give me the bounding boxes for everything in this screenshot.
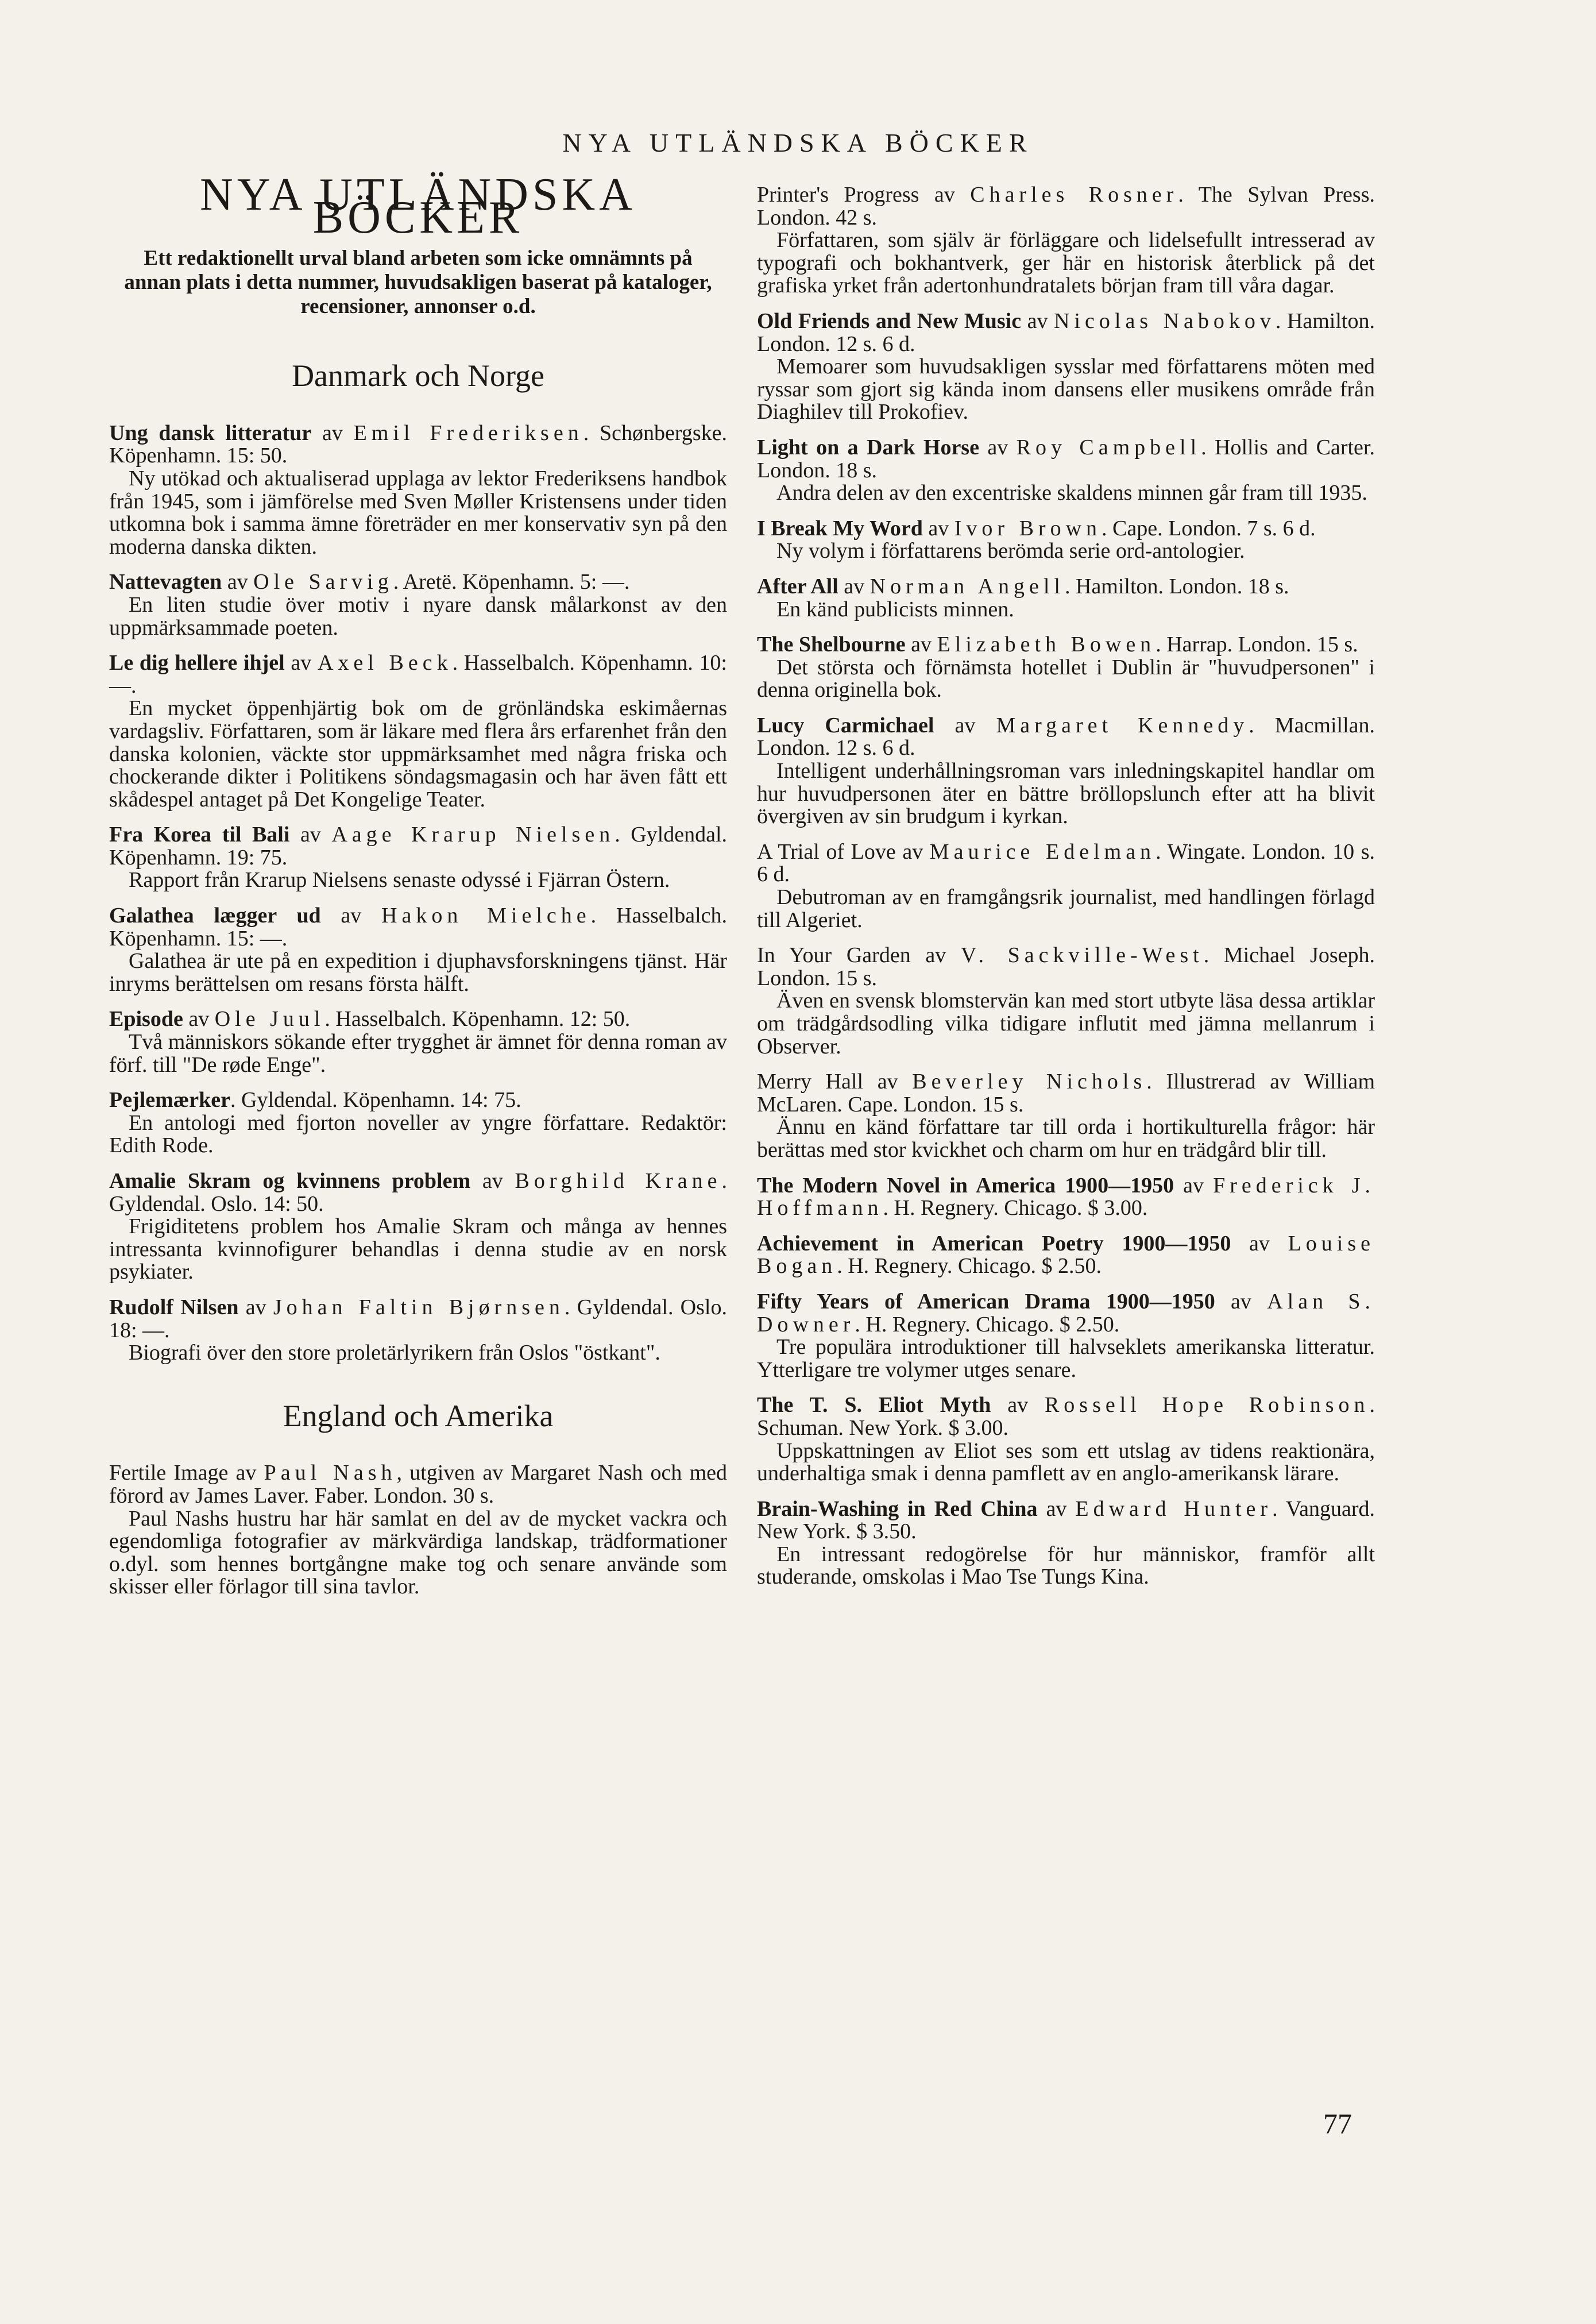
page-number: 77 [1323, 2107, 1352, 2140]
book-entry [109, 422, 727, 559]
book-entry [757, 576, 1375, 621]
section-heading-danmark-norge: Danmark och Norge [292, 358, 544, 393]
book-entry [109, 1462, 727, 1599]
book-title: Printer's Progress [757, 183, 919, 207]
book-publication: . Illustrerad av William McLaren. Cape. London. 15 s. [757, 1070, 1375, 1117]
book-entry [109, 571, 727, 639]
book-publication: . Gyldendal. Köpenhamn. 19: 75. [109, 823, 727, 870]
by-word: av [1021, 308, 1054, 333]
by-word: av [838, 574, 870, 599]
book-title: Fra Korea til Bali [109, 823, 290, 847]
by-word: av [910, 943, 961, 968]
book-publication: . Gyldendal. Oslo. 18: —. [109, 1295, 727, 1342]
book-entry [757, 1498, 1375, 1589]
book-title: Brain-Washing in Red China [757, 1496, 1038, 1521]
editorial-intro: Ett redaktionellt urval bland arbeten som icke omnämnts på annan plats i detta nummer, huvudsakligen baserat på kataloger, recensioner, annonser o.d. [124, 246, 712, 319]
book-title: Nattevagten [109, 570, 222, 594]
book-description: Ny volym i författarens berömda serie ord-antologier. [776, 539, 1245, 563]
right-column [757, 184, 1375, 1601]
book-author: Elizabeth Bowen [937, 632, 1156, 657]
by-word: av [1037, 1496, 1076, 1521]
book-author: Ole Sarvig [253, 570, 393, 594]
by-word: av [979, 435, 1017, 460]
book-author: Norman Angell [870, 574, 1065, 599]
book-entry [757, 1233, 1375, 1278]
book-publication: . Hollis and Carter. London. 18 s. [757, 435, 1375, 482]
book-author: Axel Beck [317, 651, 453, 675]
book-title: After All [757, 574, 838, 599]
by-word: av [922, 516, 954, 541]
book-entry [109, 1008, 727, 1076]
by-word: av [1215, 1289, 1267, 1314]
book-publication: . Hamilton. London. 12 s. 6 d. [757, 308, 1375, 356]
book-description: Författaren, som själv är förläggare och lidelsefullt intresserad av typografi och bokhantverk, ger här en historisk återblick på det grafiska yrket från adertonhundratalets början fram till våra dagar. [757, 228, 1375, 298]
book-author: Alan S. Downer [757, 1289, 1375, 1337]
page-title: NYA UTLÄNDSKA BÖCKER [200, 169, 636, 243]
by-word: av [895, 839, 930, 864]
book-author: Hakon Mielche [381, 904, 591, 928]
book-title: Light on a Dark Horse [757, 435, 979, 460]
book-entry [757, 634, 1375, 702]
book-author: Emil Frederiksen [353, 420, 583, 445]
book-publication: . H. Regnery. Chicago. $ 3.00. [883, 1196, 1148, 1221]
by-word: av [991, 1393, 1045, 1418]
book-author: Johan Faltin Bjørnsen [273, 1295, 565, 1319]
book-entry [757, 715, 1375, 828]
book-entry [757, 1394, 1375, 1485]
by-word: av [863, 1070, 913, 1094]
book-entry [757, 841, 1375, 932]
book-publication: . Cape. London. 7 s. 6 d. [1102, 516, 1316, 541]
book-title: Fertile Image [109, 1461, 229, 1485]
book-author: Roy Campbell [1016, 435, 1201, 460]
book-author: Nicolas Nabokov [1054, 308, 1276, 333]
book-title: The Shelbourne [757, 632, 906, 657]
book-description: Memoarer som huvudsakligen sysslar med författarens möten med ryssar som gjort sig kända inom dansens eller musikens område från Diaghilev till Prokofiev. [757, 354, 1375, 424]
book-entry [757, 437, 1375, 505]
book-publication: . Schuman. New York. $ 3.00. [757, 1393, 1375, 1440]
book-publication: . H. Regnery. Chicago. $ 2.50. [837, 1254, 1102, 1279]
book-publication: . Aretë. Köpenhamn. 5: —. [393, 570, 630, 594]
book-publication: . Hamilton. London. 18 s. [1065, 574, 1289, 599]
book-description: Paul Nashs hustru har här samlat en del av de mycket vackra och egendomliga fotografier av märkvärdiga landskap, trädformationer o.dyl. som hennes bortgångne make tog och senare använde som skisser eller förlagor till sina tavlor. [109, 1506, 727, 1599]
book-title: In Your Garden [757, 943, 911, 968]
book-publication: . H. Regnery. Chicago. $ 2.50. [855, 1312, 1120, 1337]
left-column [109, 169, 728, 1611]
book-title: I Break My Word [757, 516, 923, 541]
book-title: The Modern Novel in America 1900—1950 [757, 1173, 1174, 1198]
book-description: Ny utökad och aktualiserad upplaga av lektor Frederiksens handbok från 1945, som i jämförelse med Sven Møller Kristensens under tiden utkomna bok i samma ämne företräder en mer konservativ syn på den moderna danska dikten. [109, 466, 727, 559]
book-entry [757, 518, 1375, 563]
book-title: Amalie Skram og kvinnens problem [109, 1169, 471, 1193]
by-word: av [919, 183, 971, 207]
running-head: NYA UTLÄNDSKA BÖCKER [562, 128, 1034, 157]
book-description: Rapport från Krarup Nielsens senaste odyssé i Fjärran Östern. [129, 868, 670, 893]
book-description: Galathea är ute på en expedition i djuphavsforskningens tjänst. Här inryms berättelsen om resans första hälft. [109, 949, 727, 996]
by-word: av [228, 1461, 264, 1485]
book-publication: . Michael Joseph. London. 15 s. [757, 943, 1375, 990]
book-title: Pejlemærker [109, 1088, 230, 1113]
book-entry [757, 1291, 1375, 1381]
book-title: Lucy Carmichael [757, 713, 934, 738]
book-entry [757, 1175, 1375, 1220]
book-entry [757, 1071, 1375, 1161]
book-entry [109, 824, 727, 892]
book-entry [109, 1089, 727, 1157]
book-publication: . Gyldendal. Köpenhamn. 14: 75. [230, 1088, 521, 1113]
book-description: En känd publicists minnen. [776, 597, 1014, 621]
book-author: Ole Juul [214, 1007, 325, 1032]
book-publication: . Hasselbalch. Köpenhamn. 15: —. [109, 904, 727, 951]
book-entry [109, 652, 727, 811]
book-description: Även en svensk blomstervän kan med stort utbyte läsa dessa artiklar om trädgårdsodling vilka tidigare influtit med jämna mellanrum i Observer. [757, 989, 1375, 1059]
book-author: Paul Nash [264, 1461, 397, 1485]
book-description: Tre populära introduktioner till halvseklets amerikanska litteratur. Ytterligare tre volymer utges senare. [757, 1335, 1375, 1382]
book-entry [109, 1296, 727, 1365]
book-author: Charles Rosner [970, 183, 1178, 207]
book-publication: . Wingate. London. 10 s. 6 d. [757, 839, 1375, 887]
by-word: av [320, 904, 382, 928]
book-title: Old Friends and New Music [757, 308, 1022, 333]
by-word: av [222, 570, 254, 594]
book-description: Intelligent underhållningsroman vars inledningskapitel handlar om hur huvudpersonen äter en bättre bröllopslunch efter att ha blivit övergiven av sin brudgum i kyrkan. [757, 759, 1375, 829]
book-entry [109, 905, 727, 995]
book-description: Två människors sökande efter trygghet är ämnet för denna roman av förf. till "De røde Enge". [109, 1030, 727, 1077]
book-author: Margaret Kennedy [996, 713, 1249, 738]
book-description: Frigiditetens problem hos Amalie Skram och många av hennes intressanta kvinnofigurer behandlas i denna studie av en norsk psykiater. [109, 1214, 727, 1284]
book-title: Fifty Years of American Drama 1900—1950 [757, 1289, 1215, 1314]
book-publication: . Vanguard. New York. $ 3.50. [757, 1496, 1375, 1544]
book-author: Edward Hunter [1075, 1496, 1273, 1521]
book-publication: . Schønbergske. Köpenhamn. 15: 50. [109, 420, 728, 468]
by-word: av [183, 1007, 215, 1032]
book-description: Det största och förnämsta hotellet i Dublin är "huvudpersonen" i denna originella bok. [757, 655, 1375, 702]
by-word: av [284, 651, 318, 675]
by-word: av [289, 823, 332, 847]
book-publication: . Hasselbalch. Köpenhamn. 10: —. [109, 651, 727, 698]
book-title: A Trial of Love [757, 839, 896, 864]
book-title: The T. S. Eliot Myth [757, 1393, 991, 1418]
book-description: Ännu en känd författare tar till orda i hortikulturella frågor: här berättas med stor kvickhet och charm om hur en trädgård blir till. [757, 1115, 1375, 1162]
book-author: Aage Krarup Nielsen [331, 823, 615, 847]
book-description: Uppskattningen av Eliot ses som ett utslag av tidens reaktionära, underhaltiga smak i denna pamflett av en anglo-amerikansk lärare. [757, 1438, 1375, 1486]
book-author: Borghild Krane [515, 1169, 722, 1193]
book-publication: , utgiven av Margaret Nash och med förord av James Laver. Faber. London. 30 s. [109, 1461, 727, 1508]
book-title: Merry Hall [757, 1070, 864, 1094]
book-author: Frederick J. Hoffmann [757, 1173, 1375, 1221]
book-description: Debutroman av en framgångsrik journalist, med handlingen förlagd till Algeriet. [757, 885, 1375, 932]
book-author: Beverley Nichols [912, 1070, 1147, 1094]
by-word: av [1174, 1173, 1214, 1198]
book-entry [109, 1170, 727, 1284]
book-title: Ung dansk litteratur [109, 420, 312, 445]
book-title: Le dig hellere ihjel [109, 651, 285, 675]
section-heading-england-amerika: England och Amerika [283, 1398, 554, 1433]
book-author: V. Sackville-West [960, 943, 1204, 968]
book-author: Rossell Hope Robinson [1044, 1393, 1370, 1418]
book-title: Episode [109, 1007, 183, 1032]
by-word: av [905, 632, 937, 657]
book-publication: . Hasselbalch. Köpenhamn. 12: 50. [324, 1007, 631, 1032]
book-publication: . Gyldendal. Oslo. 14: 50. [109, 1169, 727, 1216]
book-description: En mycket öppenhjärtig bok om de grönländska eskimåernas vardagsliv. Författaren, som är läkare med flera års erfarenhet från den danska kolonien, väckte stor uppmärksamhet med några friska och chockerande dikter i Politikens söndagsmagasin och har även fått ett skådespel antaget på Det Kongelige Teater. [109, 696, 727, 812]
book-author: Louise Bogan [757, 1231, 1375, 1279]
book-title: Galathea lægger ud [109, 904, 321, 928]
book-publication: . Macmillan. London. 12 s. 6 d. [757, 713, 1375, 760]
book-description: Andra delen av den excentriske skaldens minnen går fram till 1935. [776, 481, 1367, 505]
book-entry [757, 944, 1375, 1058]
by-word: av [1231, 1231, 1288, 1256]
book-entry [757, 310, 1375, 424]
book-publication: . Harrap. London. 15 s. [1156, 632, 1358, 657]
book-description: En liten studie över motiv i nyare dansk målarkonst av den uppmärksammade poeten. [109, 592, 727, 640]
book-title: Achievement in American Poetry 1900—1950 [757, 1231, 1231, 1256]
book-entry [757, 184, 1375, 298]
book-author: Ivor Brown [954, 516, 1102, 541]
by-word: av [238, 1295, 273, 1319]
by-word: av [934, 713, 996, 738]
book-description: En intressant redogörelse för hur människor, framför allt studerande, omskolas i Mao Tse Tungs Kina. [757, 1542, 1375, 1589]
book-description: En antologi med fjorton noveller av yngre författare. Redaktör: Edith Rode. [109, 1110, 727, 1158]
book-author: Maurice Edelman [929, 839, 1156, 864]
by-word: av [311, 420, 354, 445]
book-title: Rudolf Nilsen [109, 1295, 239, 1319]
book-description: Biografi över den store proletärlyrikern från Oslos "östkant". [129, 1341, 660, 1365]
book-publication: . The Sylvan Press. London. 42 s. [757, 183, 1375, 230]
by-word: av [470, 1169, 515, 1193]
